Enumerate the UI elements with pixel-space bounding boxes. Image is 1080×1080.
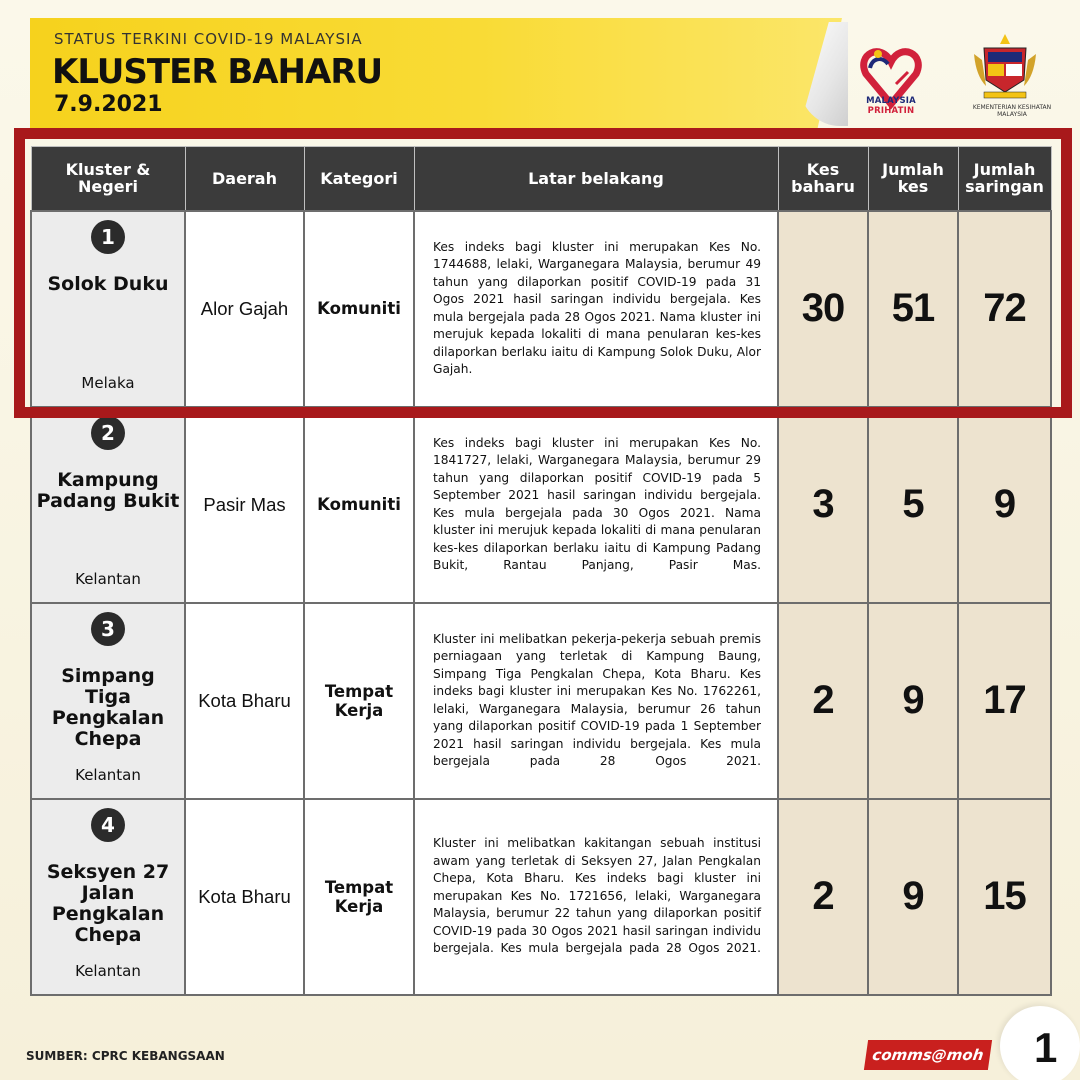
jumlah-kes-cell: 51: [868, 211, 958, 407]
page-number: 1: [1034, 1024, 1058, 1071]
column-header-kes-baharu: Kes baharu: [778, 147, 868, 211]
kkm-crest-icon: [970, 30, 1040, 102]
jumlah-saringan-cell: 17: [958, 603, 1051, 799]
jumlah-kes-cell: 9: [868, 799, 958, 995]
jumlah-saringan-cell: 9: [958, 407, 1051, 603]
column-header-jumlah-saringan: Jumlah saringan: [958, 147, 1051, 211]
kkm-label: KEMENTERIAN KESIHATAN MALAYSIA: [972, 104, 1052, 118]
table-row: [31, 407, 1051, 603]
latar-belakang-cell: Kes indeks bagi kluster ini merupakan Kes No. 1841727, lelaki, Warganegara Malaysia, berumur 29 tahun yang dilaporkan positif COVID-19 pada 5 September 2021 hasil saringan individu bergejala. Kes mula bergejala pada 30 Ogos 2021. Nama kluster ini merujuk kepada lokaliti di mana penularan kes-kes dilaporkan berlaku iaitu di Kampung Padang Bukit, Rantau Panjang, Pasir Mas.: [414, 407, 778, 603]
cluster-table: [30, 146, 1052, 996]
table-row: [31, 211, 1051, 407]
daerah-cell: Alor Gajah: [185, 211, 304, 407]
kategori-cell: Tempat Kerja: [304, 603, 414, 799]
cluster-cell: [31, 211, 185, 407]
daerah-cell: Pasir Mas: [185, 407, 304, 603]
cluster-number-badge: 3: [91, 612, 125, 646]
page-title: KLUSTER BAHARU: [52, 52, 383, 92]
brand-badge: comms@moh: [864, 1040, 992, 1070]
jumlah-saringan-cell: 72: [958, 211, 1051, 407]
cluster-number-badge: 2: [91, 416, 125, 450]
latar-belakang-cell: Kes indeks bagi kluster ini merupakan Kes No. 1744688, lelaki, Warganegara Malaysia, berumur 49 tahun yang dilaporkan positif COVID-19 pada 31 Ogos 2021 hasil saringan individu bergejala. Kes mula bergejala pada 28 Ogos 2021. Nama kluster ini merujuk kepada lokaliti di mana penularan kes-kes dilaporkan berlaku iaitu di Kampung Solok Duku, Alor Gajah.: [414, 211, 778, 407]
table-header-row: [31, 147, 1051, 211]
kes-baharu-cell: 3: [778, 407, 868, 603]
kategori-cell: Komuniti: [304, 211, 414, 407]
column-header-latar: Latar belakang: [414, 147, 778, 211]
column-header-kluster: Kluster & Negeri: [31, 147, 185, 211]
cluster-cell: [31, 407, 185, 603]
cluster-name: Solok Duku: [47, 272, 169, 295]
latar-belakang-cell: Kluster ini melibatkan kakitangan sebuah institusi awam yang terletak di Seksyen 27, Jalan Pengkalan Chepa, Kota Bharu. Kes indeks bagi kluster ini merupakan Kes No. 1721656, lelaki, Warganegara Malaysia, berumur 22 tahun yang dilaporkan positif COVID-19 pada 30 Ogos 2021 hasil saringan individu bergejala. Kes mula bergejala pada 28 Ogos 2021.: [414, 799, 778, 995]
latar-belakang-cell: Kluster ini melibatkan pekerja-pekerja sebuah premis perniagaan yang terletak di Kampung Baung, Simpang Tiga Pengkalan Chepa, Kota Bharu. Kes indeks bagi kluster ini merupakan Kes No. 1762261, lelaki, Warganegara Malaysia, berumur 26 tahun yang dilaporkan positif COVID-19 pada 1 September 2021 hasil saringan individu bergejala. Kes mula bergejala pada 28 Ogos 2021.: [414, 603, 778, 799]
header-subtitle: STATUS TERKINI COVID-19 MALAYSIA: [54, 30, 363, 48]
cluster-number-badge: 4: [91, 808, 125, 842]
column-header-jumlah-kes: Jumlah kes: [868, 147, 958, 211]
cluster-state: Kelantan: [75, 569, 141, 588]
jumlah-saringan-cell: 15: [958, 799, 1051, 995]
cluster-name: Kampung Padang Bukit: [36, 468, 180, 512]
header-date: 7.9.2021: [54, 92, 163, 117]
source-credit: SUMBER: CPRC KEBANGSAAN: [26, 1049, 225, 1063]
daerah-cell: Kota Bharu: [185, 799, 304, 995]
cluster-cell: [31, 603, 185, 799]
cluster-state: Kelantan: [75, 765, 141, 784]
table-row: [31, 603, 1051, 799]
malaysia-prihatin-label: MALAYSIA PRIHATIN: [866, 96, 916, 116]
kategori-cell: Tempat Kerja: [304, 799, 414, 995]
cluster-state: Melaka: [81, 373, 135, 392]
kes-baharu-cell: 30: [778, 211, 868, 407]
cluster-name: Simpang Tiga Pengkalan Chepa: [51, 664, 165, 750]
page-number-badge: [1000, 1006, 1080, 1080]
column-header-kategori: Kategori: [304, 147, 414, 211]
cluster-cell: [31, 799, 185, 995]
kes-baharu-cell: 2: [778, 799, 868, 995]
jumlah-kes-cell: 9: [868, 603, 958, 799]
column-header-daerah: Daerah: [185, 147, 304, 211]
cluster-state: Kelantan: [75, 961, 141, 980]
cluster-number-badge: 1: [91, 220, 125, 254]
kes-baharu-cell: 2: [778, 603, 868, 799]
cluster-name: Seksyen 27 Jalan Pengkalan Chepa: [46, 860, 170, 946]
kategori-cell: Komuniti: [304, 407, 414, 603]
jumlah-kes-cell: 5: [868, 407, 958, 603]
table-row: [31, 799, 1051, 995]
daerah-cell: Kota Bharu: [185, 603, 304, 799]
